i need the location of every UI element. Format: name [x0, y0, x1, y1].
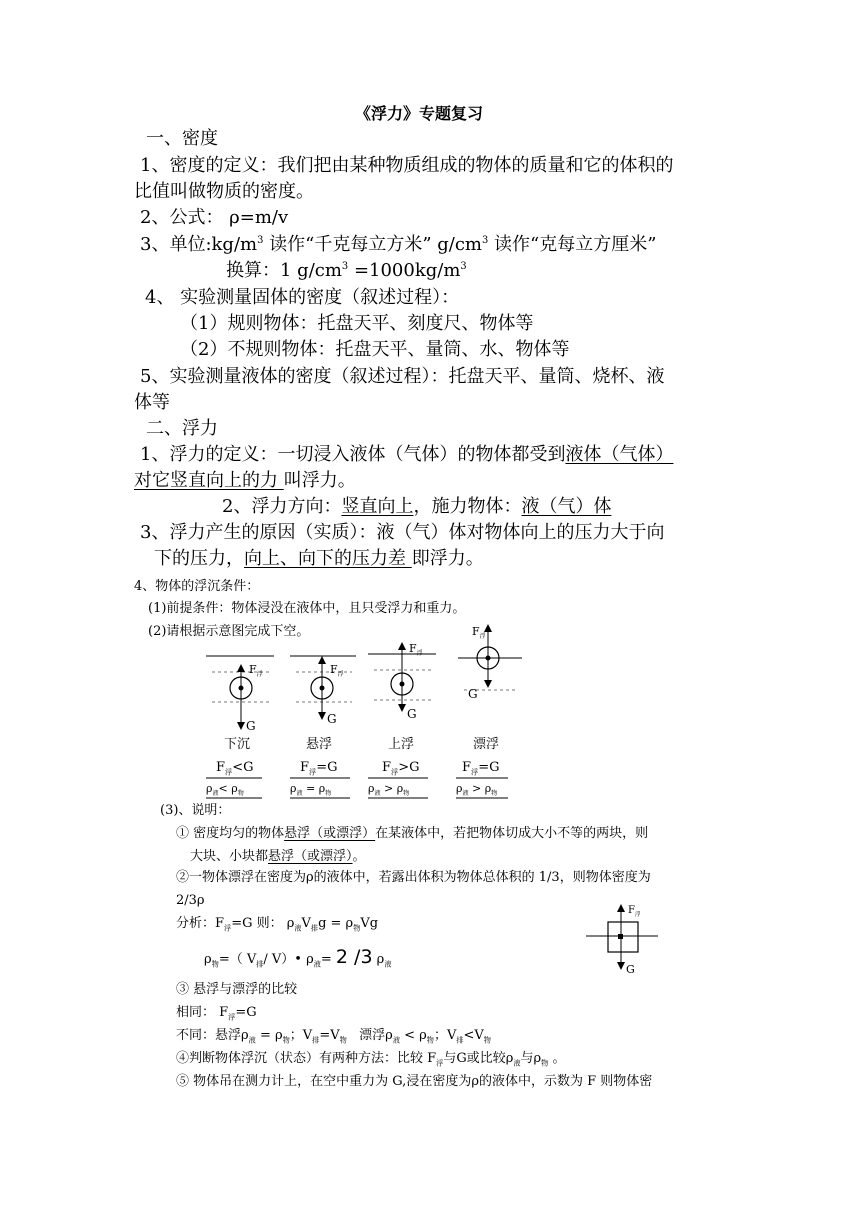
- float-sink-conditions-title: 4、物体的浮沉条件：: [134, 579, 260, 594]
- density-unit-line: 3、单位$:kg/m^3$ 读作“千克每立方米” $g/cm^3$ 读作“克每立方厘米”: [140, 234, 657, 255]
- force-relation-suspend: $F_浮=G$: [300, 760, 338, 777]
- float-diagram: [458, 625, 522, 690]
- buoyancy-definition-line2: 对它竖直向上的力 叫浮力。: [134, 470, 356, 491]
- buoyancy-cause-line2: 下的压力，向上、向下的压力差 即浮力。: [154, 548, 484, 569]
- note-2-line2: 2/3ρ: [176, 893, 205, 908]
- state-label-sink: 下沉: [224, 737, 251, 752]
- condition-diagram-prompt: (2)请根据示意图完成下空。: [148, 624, 310, 639]
- buoyancy-definition-line1: 1、浮力的定义：一切浸入液体（气体）的物体都受到液体（气体）: [140, 444, 674, 465]
- gravity-label-suspend: G: [327, 712, 337, 726]
- buoyancy-label-float: $F_浮$: [472, 625, 486, 641]
- note-1-line1: ① 密度均匀的物体悬浮（或漂浮）在某液体中，若把物体切成大小不等的两块，则: [176, 826, 649, 841]
- condition-premise: (1)前提条件：物体浸没在液体中，且只受浮力和重力。: [148, 601, 466, 616]
- buoyancy-label-rise: $F_浮$: [409, 642, 423, 658]
- note-3-different: 不同：悬浮$\rho_液 = \rho_物$；$V_排=V_物$ 漂浮$\rho_液 < \rho_物$；$V_排<V_物$: [176, 1028, 491, 1045]
- density-relation-suspend: $\rho_液 = \rho_物$: [290, 782, 332, 798]
- liquid-density-line1: 5、实验测量液体的密度（叙述过程）：托盘天平、量筒、烧杯、液: [140, 366, 665, 387]
- buoyancy-label-sink: $F_浮$: [249, 663, 263, 679]
- box-buoyancy-label: $F_浮$: [628, 905, 641, 918]
- box-gravity-label: G: [626, 963, 635, 976]
- note-2-line1: ②一物体漂浮在密度为ρ的液体中，若露出体积为物体总体积的 1/3，则物体密度为: [176, 870, 651, 885]
- suspend-diagram: [290, 656, 356, 716]
- gravity-label-float: G: [468, 687, 478, 701]
- force-relation-rise: $F_浮>G$: [382, 760, 420, 777]
- gravity-label-sink: G: [246, 719, 256, 733]
- rise-diagram: [368, 646, 436, 708]
- notes-title: (3)、说明：: [160, 803, 231, 818]
- density-definition-line1: 1、密度的定义：我们把由某种物质组成的物体的质量和它的体积的: [140, 155, 674, 176]
- state-label-float: 漂浮: [473, 737, 500, 752]
- state-label-rise: 上浮: [388, 737, 415, 752]
- unit-conversion: 换算：1 $g/cm^3 =1000kg/m^3$: [226, 260, 467, 281]
- section-heading-buoyancy: 二、浮力: [146, 418, 218, 439]
- sink-diagram: [206, 656, 274, 726]
- section-heading-density: 一、密度: [146, 128, 218, 149]
- regular-object-method: （1）规则物体：托盘天平、刻度尺、物体等: [180, 313, 534, 334]
- density-definition-line2: 比值叫做物质的密度。: [134, 181, 314, 202]
- note-3-same: 相同： $F_浮=G$: [176, 1005, 257, 1022]
- buoyancy-cause-line1: 3、浮力产生的原因（实质）：液（气）体对物体向上的压力大于向: [140, 522, 665, 543]
- force-relation-float: $F_浮=G$: [462, 760, 500, 777]
- floating-box-diagram: [586, 905, 658, 966]
- note-5: ⑤ 物体吊在测力计上，在空中重力为 G,浸在密度为ρ的液体中，示数为 F 则物体密: [176, 1074, 653, 1089]
- note-1-line2: 大块、小块都悬浮（或漂浮）。: [190, 849, 366, 864]
- analysis-equation: 分析：$F_浮=G$ 则： $\rho_液V_排g = \rho_物Vg$: [176, 916, 379, 933]
- liquid-density-line2: 体等: [134, 392, 170, 413]
- density-relation-rise: $\rho_液 > \rho_物$: [368, 782, 410, 798]
- page-title: 《浮力》专题复习: [355, 104, 484, 123]
- density-formula: 2、公式： ρ=m/v: [140, 207, 289, 228]
- state-label-suspend: 悬浮: [306, 737, 333, 752]
- force-relation-sink: $F_浮<G$: [216, 760, 254, 777]
- solid-density-experiment: 4、 实验测量固体的密度（叙述过程）：: [145, 287, 460, 308]
- note-3-title: ③ 悬浮与漂浮的比较: [176, 982, 298, 997]
- buoyancy-direction: 2、浮力方向：竖直向上，施力物体：液（气）体: [222, 496, 612, 517]
- density-ratio-equation: $\rho_物=$（ $V_排/$ V）• $\rho_液= 2$ /3 $\rho_液$: [204, 946, 392, 969]
- note-4: ④判断物体浮沉（状态）有两种方法：比较 $F_浮$与G或比较$\rho_液$与$\rho_物$ 。: [176, 1051, 566, 1068]
- density-relation-float: $\rho_液 > \rho_物$: [456, 782, 498, 798]
- irregular-object-method: （2）不规则物体：托盘天平、量筒、水、物体等: [180, 339, 570, 360]
- buoyancy-label-suspend: $F_浮$: [330, 663, 344, 679]
- density-relation-sink: $\rho_液< \rho_物$: [206, 782, 244, 798]
- gravity-label-rise: G: [407, 707, 417, 721]
